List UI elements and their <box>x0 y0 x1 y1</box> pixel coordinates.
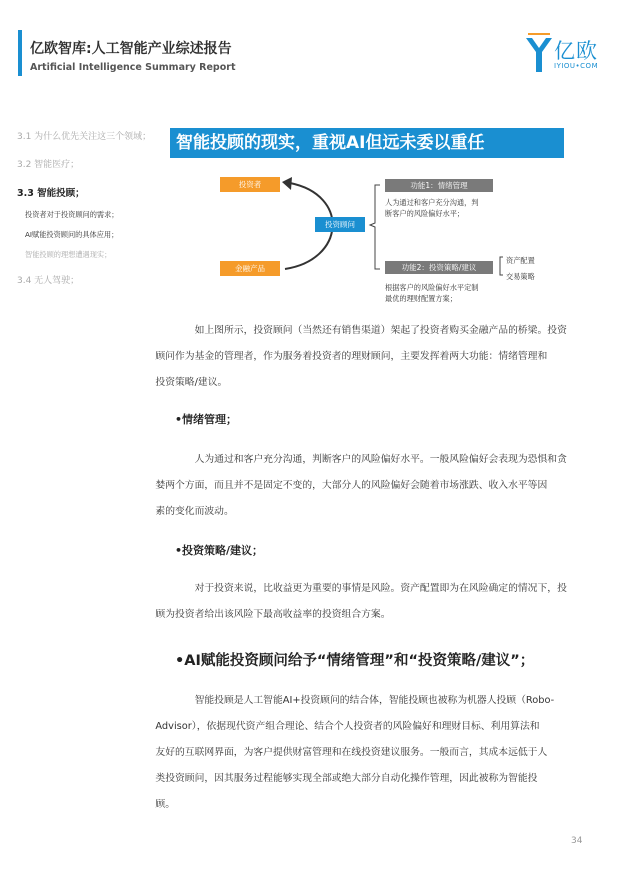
report-title: 亿欧智库:人工智能产业综述报告 <box>30 41 232 57</box>
logo-name: 亿欧 <box>554 39 598 63</box>
heading-ai-empowerment: •AI赋能投资顾问给予“情绪管理”和“投资策略/建议”； <box>175 653 535 669</box>
function1-desc-line2: 断客户的风险偏好水平； <box>385 209 465 218</box>
nav-item-3-1[interactable]: 3.1 为什么优先关注这三个领域； <box>17 132 152 142</box>
asset-allocation-label: 资产配置 <box>506 256 535 265</box>
function2-desc-line1: 根据客户的风险偏好水平定制 <box>385 283 479 292</box>
paragraph-line: 素的变化而波动。 <box>155 506 234 517</box>
paragraph-line: 对于投资来说，比收益更为重要的事情是风险。资产配置即为在风险确定的情况下，投 <box>194 583 567 594</box>
page-number: 34 <box>571 836 583 846</box>
function2-desc-line2: 最优的理财配置方案； <box>385 294 457 303</box>
advisor-box: 投资顾问 <box>315 217 365 232</box>
paragraph-line: 投资策略/建议。 <box>155 377 228 388</box>
paragraph-line: 顾问作为基金的管理者，作为服务着投资者的理财顾问，主要发挥着两大功能：情绪管理和 <box>155 351 548 362</box>
paragraph-emotion <box>155 447 595 525</box>
header-accent-bar <box>18 30 22 76</box>
investor-box: 投资者 <box>220 177 280 192</box>
heading-emotion-management: •情绪管理； <box>175 413 238 426</box>
logo-sub: IYIOU•COM <box>554 62 599 70</box>
paragraph-robo-advisor <box>155 688 595 818</box>
paragraph-line: 顾。 <box>155 799 175 810</box>
nav-item-3-3[interactable]: 3.3 智能投顾； <box>17 188 85 199</box>
nav-item-3-4[interactable]: 3.4 无人驾驶； <box>17 276 80 286</box>
function1-desc-line1: 人为通过和客户充分沟通，判 <box>385 198 479 207</box>
heading-investment-strategy: •投资策略/建议； <box>175 544 264 557</box>
paragraph-line: 智能投顾是人工智能AI+投资顾问的结合体，智能投顾也被称为机器人投顾（Robo- <box>194 695 555 706</box>
nav-subitem-investor-needs[interactable]: 投资者对于投资顾问的需求； <box>25 210 119 219</box>
paragraph-line: Advisor），依据现代资产组合理论、结合个人投资者的风险偏好和理财目标、利用算法和 <box>155 721 540 732</box>
nav-subitem-ideal-vs-reality[interactable]: 智能投顾的理想遭遇现实； <box>25 250 112 259</box>
paragraph-line: 顾为投资者给出该风险下最高收益率的投资组合方案。 <box>155 609 391 620</box>
section-banner: 智能投顾的现实，重视AI但远未委以重任 <box>170 128 564 158</box>
trading-strategy-label: 交易策略 <box>506 272 535 281</box>
nav-subitem-ai-applications[interactable]: AI赋能投资顾问的具体应用； <box>25 230 119 239</box>
paragraph-line: 友好的互联网界面，为客户提供财富管理和在线投资建议服务。一般而言，其成本远低于人 <box>155 747 548 758</box>
paragraph-line: 人为通过和客户充分沟通，判断客户的风险偏好水平。一般风险偏好会表现为恐惧和贪 <box>194 454 567 465</box>
function1-box: 功能1：情绪管理 <box>385 179 493 192</box>
paragraph-line: 如上图所示，投资顾问（当然还有销售渠道）架起了投资者购买金融产品的桥梁。投资 <box>194 325 567 336</box>
paragraph-line: 婪两个方面，而且并不是固定不变的，大部分人的风险偏好会随着市场涨跌、收入水平等因 <box>155 480 548 491</box>
paragraph-intro <box>155 318 595 396</box>
financial-product-box: 金融产品 <box>220 261 280 276</box>
nav-item-3-2[interactable]: 3.2 智能医疗； <box>17 160 80 170</box>
report-subtitle: Artificial Intelligence Summary Report <box>30 62 236 73</box>
advisor-function-diagram <box>170 165 580 310</box>
paragraph-strategy <box>155 576 595 628</box>
paragraph-line: 类投资顾问，因其服务过程能够实现全部或绝大部分自动化操作管理，因此被称为智能投 <box>155 773 538 784</box>
function2-box: 功能2：投资策略/建议 <box>385 261 493 274</box>
